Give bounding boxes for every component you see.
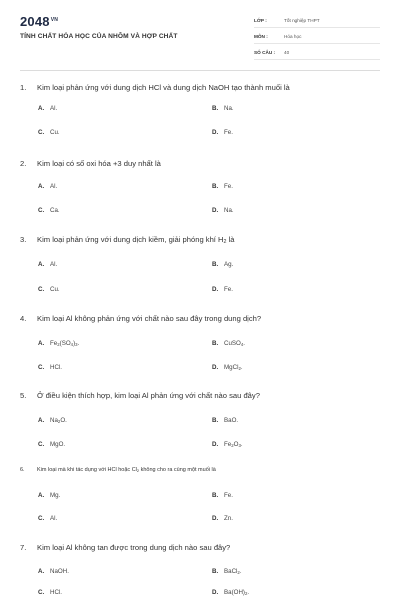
option-b[interactable]: B. Fe.	[212, 492, 233, 499]
worksheet-meta	[254, 14, 380, 62]
question-text: 3. Kim loại phản ứng với dung dịch kiềm, giải phóng khí $H_2$ là	[20, 235, 235, 245]
option-c[interactable]: C. Cu.	[38, 286, 60, 293]
option-d[interactable]: D. MgCl$_2$.	[212, 364, 243, 371]
option-d[interactable]: D. $Ba(OH)_2$.	[212, 589, 250, 596]
option-a[interactable]: A. Mg.	[38, 492, 61, 499]
option-a[interactable]: A. NaOH.	[38, 568, 69, 575]
worksheet-header	[0, 0, 400, 68]
option-c[interactable]: C. Cu.	[38, 129, 60, 136]
meta-subject-row: MÔN : Hóa học	[254, 30, 380, 44]
option-c[interactable]: C. MgO.	[38, 441, 66, 448]
option-a[interactable]: A. Al.	[38, 105, 58, 112]
site-logo[interactable]: $2048^{VN}$	[20, 14, 59, 29]
question-text: 1. Kim loại phản ứng với dung dịch HCl và dung dịch NaOH tạo thành muối là	[20, 83, 290, 92]
question-text: 5. Ở điều kiện thích hợp, kim loại Al phản ứng với chất nào sau đây?	[20, 391, 260, 400]
option-d[interactable]: D. Fe.	[212, 129, 233, 136]
option-a[interactable]: A. $Na_2O$.	[38, 417, 67, 424]
option-c[interactable]: C. Al.	[38, 515, 58, 522]
page-title: TÍNH CHẤT HÓA HỌC CỦA NHÔM VÀ HỢP CHẤT	[20, 33, 178, 40]
option-d[interactable]: D. Na.	[212, 207, 234, 214]
question-text: 7. Kim loại Al không tan được trong dung dịch nào sau đây?	[20, 543, 231, 552]
option-d[interactable]: D. Zn.	[212, 515, 233, 522]
option-c[interactable]: C. HCl.	[38, 589, 63, 596]
option-b[interactable]: B. BaCl$_2$.	[212, 568, 242, 575]
header-divider	[20, 70, 380, 71]
option-b[interactable]: B. Na.	[212, 105, 234, 112]
question-text: 6. Kim loại mà khi tác dụng với HCl hoặc $Cl_2$ không cho ra cùng một muối là	[20, 467, 216, 473]
option-a[interactable]: A. Al.	[38, 261, 58, 268]
meta-class-row: LỚP : Tốt nghiệp THPT	[254, 14, 380, 28]
option-d[interactable]: D. Fe.	[212, 286, 233, 293]
option-c[interactable]: C. Ca.	[38, 207, 60, 214]
option-b[interactable]: B. Ag.	[212, 261, 234, 268]
option-d[interactable]: D. $Fe_2O_3$.	[212, 441, 243, 448]
option-a[interactable]: A. Al.	[38, 183, 58, 190]
option-b[interactable]: B. BaO.	[212, 417, 239, 424]
question-text: 2. Kim loại có số oxi hóa +3 duy nhất là	[20, 159, 161, 168]
option-b[interactable]: B. Fe.	[212, 183, 233, 190]
option-a[interactable]: A. $Fe_2(SO_4)_3$.	[38, 340, 80, 347]
meta-count-row: SỐ CÂU : 40	[254, 46, 380, 60]
question-text: 4. Kim loại Al không phản ứng với chất nào sau đây trong dung dịch?	[20, 314, 262, 323]
option-c[interactable]: C. HCl.	[38, 364, 63, 371]
option-b[interactable]: B. CuSO$_4$.	[212, 340, 246, 347]
